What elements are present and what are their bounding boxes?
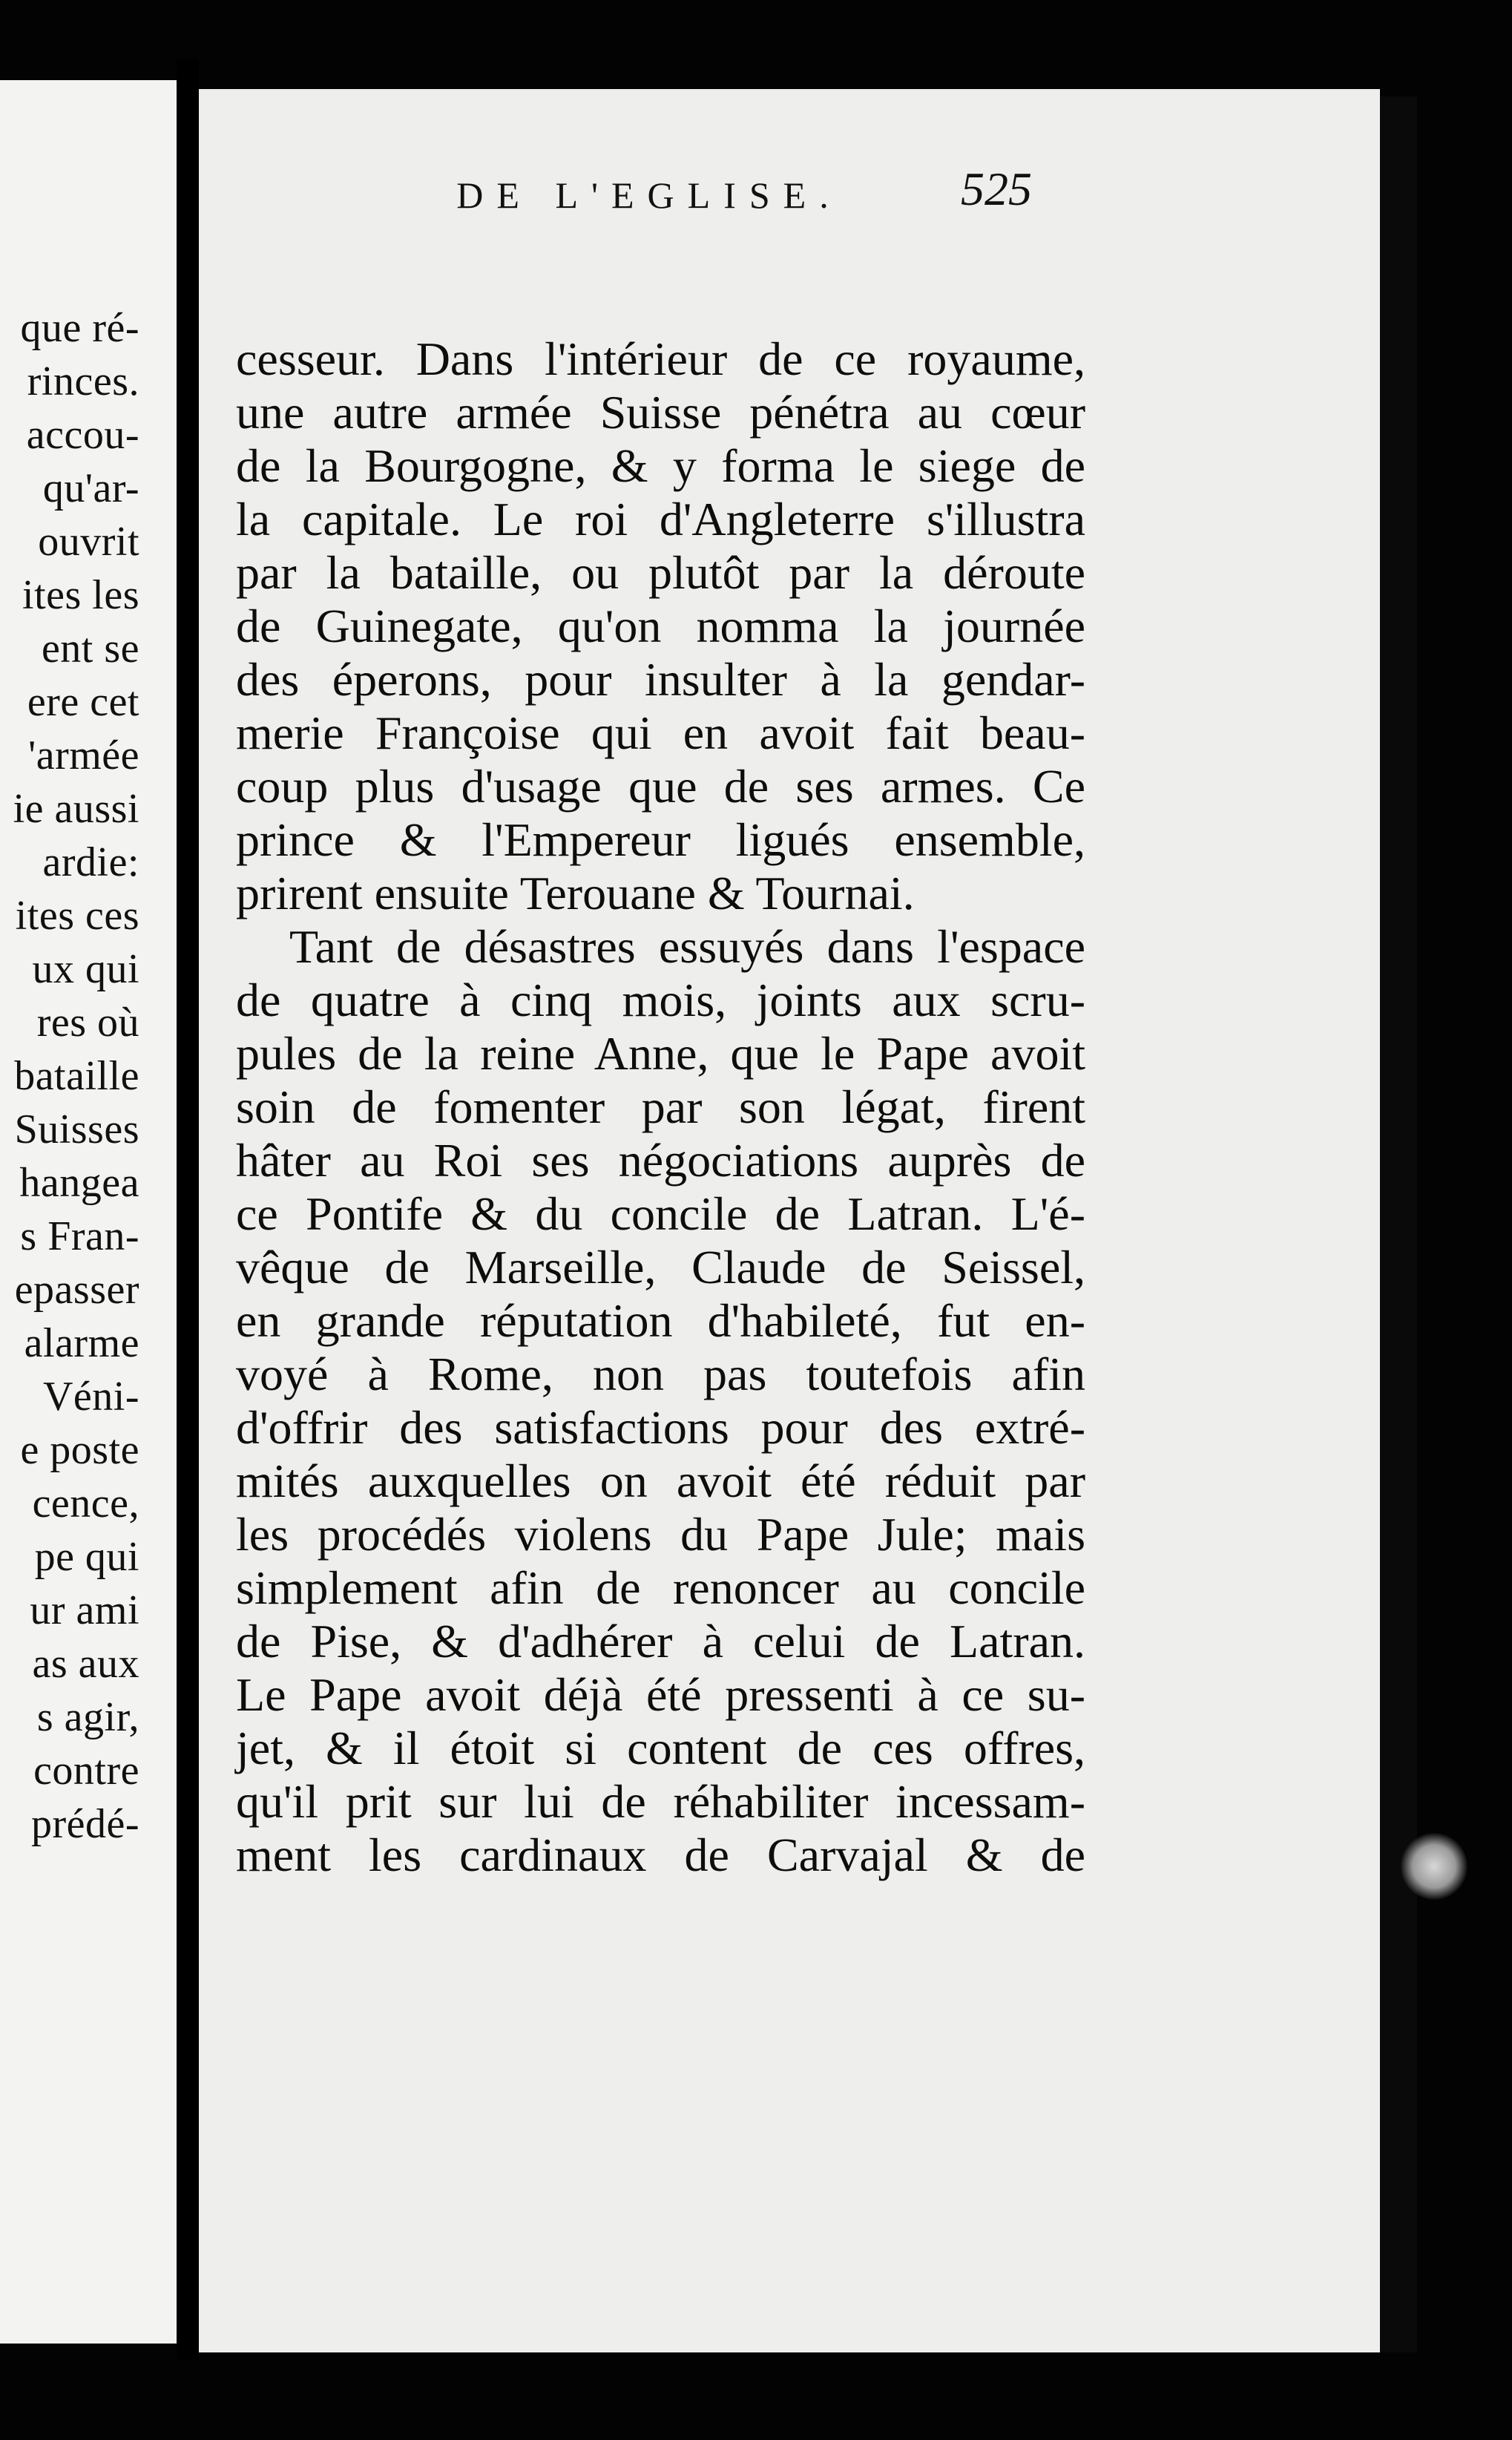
body-line: de quatre à cinq mois, joints aux scru- bbox=[236, 974, 1085, 1026]
body-line: de Guinegate, qu'on nomma la journée bbox=[236, 600, 1085, 652]
left-page-line: cence, bbox=[32, 1480, 139, 1526]
left-page-line: e poste bbox=[20, 1427, 139, 1473]
body-line: de Pise, & d'adhérer à celui de Latran. bbox=[236, 1615, 1085, 1667]
body-line: prince & l'Empereur ligués ensemble, bbox=[236, 813, 1085, 866]
left-page-line: ites ces bbox=[15, 893, 139, 939]
left-page-line: pe qui bbox=[34, 1534, 139, 1580]
left-page-line: ites les bbox=[22, 572, 139, 618]
left-page-line: ouvrit bbox=[38, 519, 139, 565]
body-line: les procédés violens du Pape Jule; mais bbox=[236, 1508, 1085, 1561]
left-page-line: accou- bbox=[26, 412, 139, 458]
left-page-line: ere cet bbox=[27, 679, 139, 725]
body-line: qu'il prit sur lui de réhabiliter incessam- bbox=[236, 1775, 1085, 1828]
left-page-line: rinces. bbox=[27, 358, 139, 404]
body-line: une autre armée Suisse pénétra au cœur bbox=[236, 386, 1085, 439]
left-page-line: res où bbox=[36, 1000, 139, 1046]
left-page-line: ie aussi bbox=[13, 786, 139, 832]
body-line: de la Bourgogne, & y forma le siege de bbox=[236, 439, 1085, 492]
left-page-line: hangea bbox=[19, 1160, 139, 1206]
left-page-line: ent se bbox=[41, 626, 139, 672]
left-page-line: Suisses bbox=[14, 1106, 139, 1152]
left-page-line: ux qui bbox=[32, 946, 139, 992]
left-page-line: bataille bbox=[14, 1053, 139, 1099]
body-line: mités auxquelles on avoit été réduit par bbox=[236, 1455, 1085, 1507]
left-page-line: que ré- bbox=[20, 305, 139, 351]
left-page-line: ardie: bbox=[42, 839, 139, 885]
body-line: jet, & il étoit si content de ces offres, bbox=[236, 1722, 1085, 1774]
left-page-line: Véni- bbox=[42, 1374, 139, 1420]
left-page-line: epasser bbox=[14, 1267, 139, 1313]
body-line: simplement afin de renoncer au concile bbox=[236, 1561, 1085, 1614]
left-page-line: alarme bbox=[24, 1320, 139, 1366]
body-line: prirent ensuite Terouane & Tournai. bbox=[236, 867, 915, 919]
body-line: coup plus d'usage que de ses armes. Ce bbox=[236, 760, 1085, 813]
body-line: pules de la reine Anne, que le Pape avoit bbox=[236, 1027, 1085, 1080]
body-line: Le Pape avoit déjà été pressenti à ce su- bbox=[236, 1668, 1085, 1721]
body-line: d'offrir des satisfactions pour des extré- bbox=[236, 1401, 1085, 1454]
left-page-line: ur ami bbox=[30, 1587, 139, 1633]
paper-stain bbox=[1401, 1833, 1467, 1900]
body-line: merie Françoise qui en avoit fait beau- bbox=[236, 706, 1085, 759]
body-line: par la bataille, ou plutôt par la déroute bbox=[236, 546, 1085, 599]
left-page-line: as aux bbox=[32, 1641, 139, 1687]
book-gutter bbox=[177, 59, 199, 2360]
body-line: cesseur. Dans l'intérieur de ce royaume, bbox=[236, 332, 1085, 385]
left-page-line: s agir, bbox=[36, 1694, 139, 1740]
page-number: 525 bbox=[961, 163, 1032, 215]
body-line: ce Pontife & du concile de Latran. L'é- bbox=[236, 1187, 1085, 1240]
left-page-line: prédé- bbox=[30, 1801, 139, 1847]
left-page-line: contre bbox=[33, 1748, 139, 1794]
body-line: vêque de Marseille, Claude de Seissel, bbox=[236, 1241, 1085, 1293]
running-head: DE L'EGLISE. bbox=[456, 174, 842, 216]
left-page-line: 'armée bbox=[28, 732, 139, 778]
body-line: des éperons, pour insulter à la gendar- bbox=[236, 653, 1085, 706]
page-edge-shadow bbox=[1380, 96, 1417, 2352]
facing-page-fragment bbox=[0, 80, 177, 2344]
body-line: en grande réputation d'habileté, fut en- bbox=[236, 1294, 1085, 1347]
body-line: Tant de désastres essuyés dans l'espace bbox=[289, 920, 1085, 973]
body-line: ment les cardinaux de Carvajal & de bbox=[236, 1829, 1085, 1881]
left-page-line: qu'ar- bbox=[42, 465, 139, 511]
left-page-line: s Fran- bbox=[20, 1213, 139, 1259]
body-line: voyé à Rome, non pas toutefois afin bbox=[236, 1348, 1085, 1400]
body-line: la capitale. Le roi d'Angleterre s'illustra bbox=[236, 493, 1085, 545]
body-line: soin de fomenter par son légat, firent bbox=[236, 1080, 1085, 1133]
body-line: hâter au Roi ses négociations auprès de bbox=[236, 1134, 1085, 1187]
